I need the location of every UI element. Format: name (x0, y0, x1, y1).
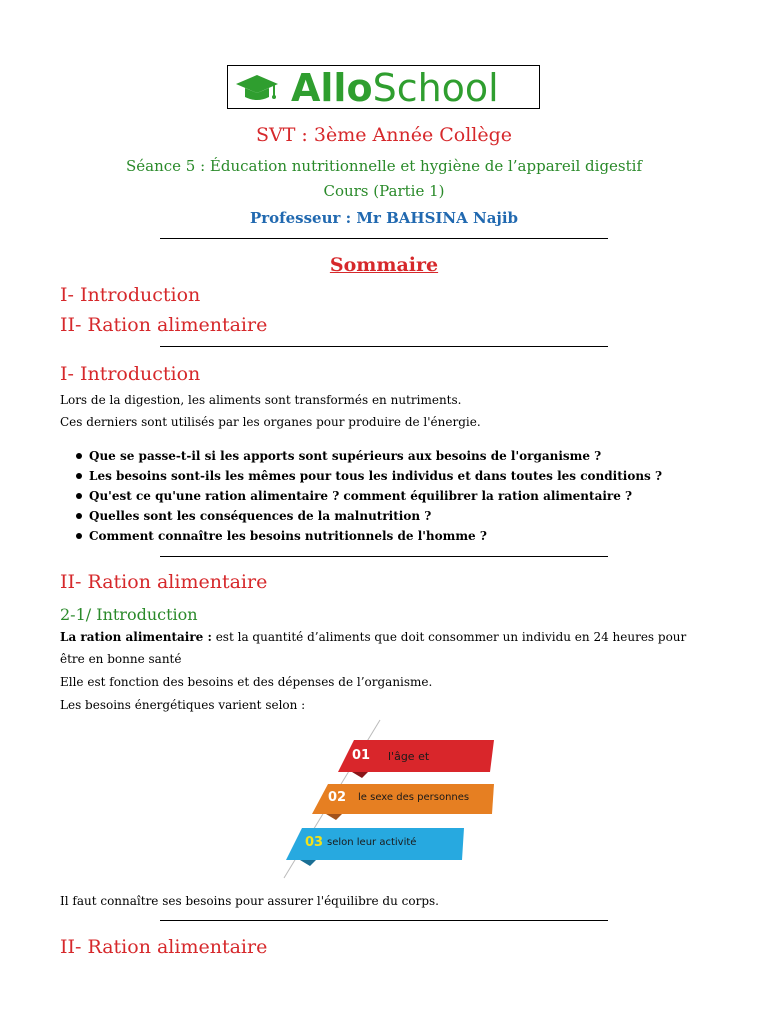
cours-label: Cours (Partie 1) (323, 182, 445, 200)
document-subject: SVT : 3ème Année Collège (255, 124, 513, 146)
section-heading-introduction: I- Introduction (60, 363, 201, 385)
list-item: Quelles sont les conséquences de la malnutrition ? (60, 506, 662, 526)
logo-text: AlloSchool (291, 66, 499, 110)
definition-term: La ration alimentaire : (60, 630, 212, 644)
toc-item-introduction[interactable]: I- Introduction (60, 284, 201, 306)
paragraph: Lors de la digestion, les aliments sont transformés en nutriments. (60, 393, 462, 407)
step-number: 01 (352, 748, 371, 763)
list-item: Qu'est ce qu'une ration alimentaire ? comment équilibrer la ration alimentaire ? (60, 486, 662, 506)
paragraph: Elle est fonction des besoins et des dépenses de l’organisme. (60, 675, 433, 689)
graduation-cap-icon (234, 72, 280, 104)
divider (160, 346, 608, 347)
seance-title: Séance 5 : Éducation nutritionnelle et hygiène de l’appareil digestif (125, 157, 643, 175)
list-item: Les besoins sont-ils les mêmes pour tous les individus et dans toutes les conditions ? (60, 466, 662, 486)
divider (160, 556, 608, 557)
section-heading-ration: II- Ration alimentaire (60, 571, 268, 593)
definition-paragraph-cont: être en bonne santé (60, 652, 182, 666)
divider (160, 238, 608, 239)
question-list (60, 446, 662, 546)
sommaire-title: Sommaire (329, 254, 439, 276)
definition-paragraph: La ration alimentaire : est la quantité d’aliments que doit consommer un individu en 24 heures pour (60, 630, 687, 644)
alloschool-logo[interactable] (227, 65, 540, 109)
divider (160, 920, 608, 921)
step-number: 02 (328, 790, 347, 805)
section-heading-ration-continued: II- Ration alimentaire (60, 936, 268, 958)
step-label: selon leur activité (327, 837, 417, 848)
paragraph: Il faut connaître ses besoins pour assurer l'équilibre du corps. (60, 894, 439, 908)
toc-item-ration[interactable]: II- Ration alimentaire (60, 314, 268, 336)
professor-name: Professeur : Mr BAHSINA Najib (249, 209, 519, 227)
step-number: 03 (305, 835, 324, 850)
paragraph: Les besoins énergétiques varient selon : (60, 698, 306, 712)
energy-needs-figure (276, 718, 498, 880)
step-label: l'âge et (388, 750, 430, 763)
list-item: Que se passe-t-il si les apports sont supérieurs aux besoins de l'organisme ? (60, 446, 662, 466)
step-label: le sexe des personnes (358, 792, 470, 803)
subsection-heading: 2-1/ Introduction (60, 605, 198, 624)
list-item: Comment connaître les besoins nutritionnels de l'homme ? (60, 526, 662, 546)
paragraph: Ces derniers sont utilisés par les organes pour produire de l'énergie. (60, 415, 481, 429)
